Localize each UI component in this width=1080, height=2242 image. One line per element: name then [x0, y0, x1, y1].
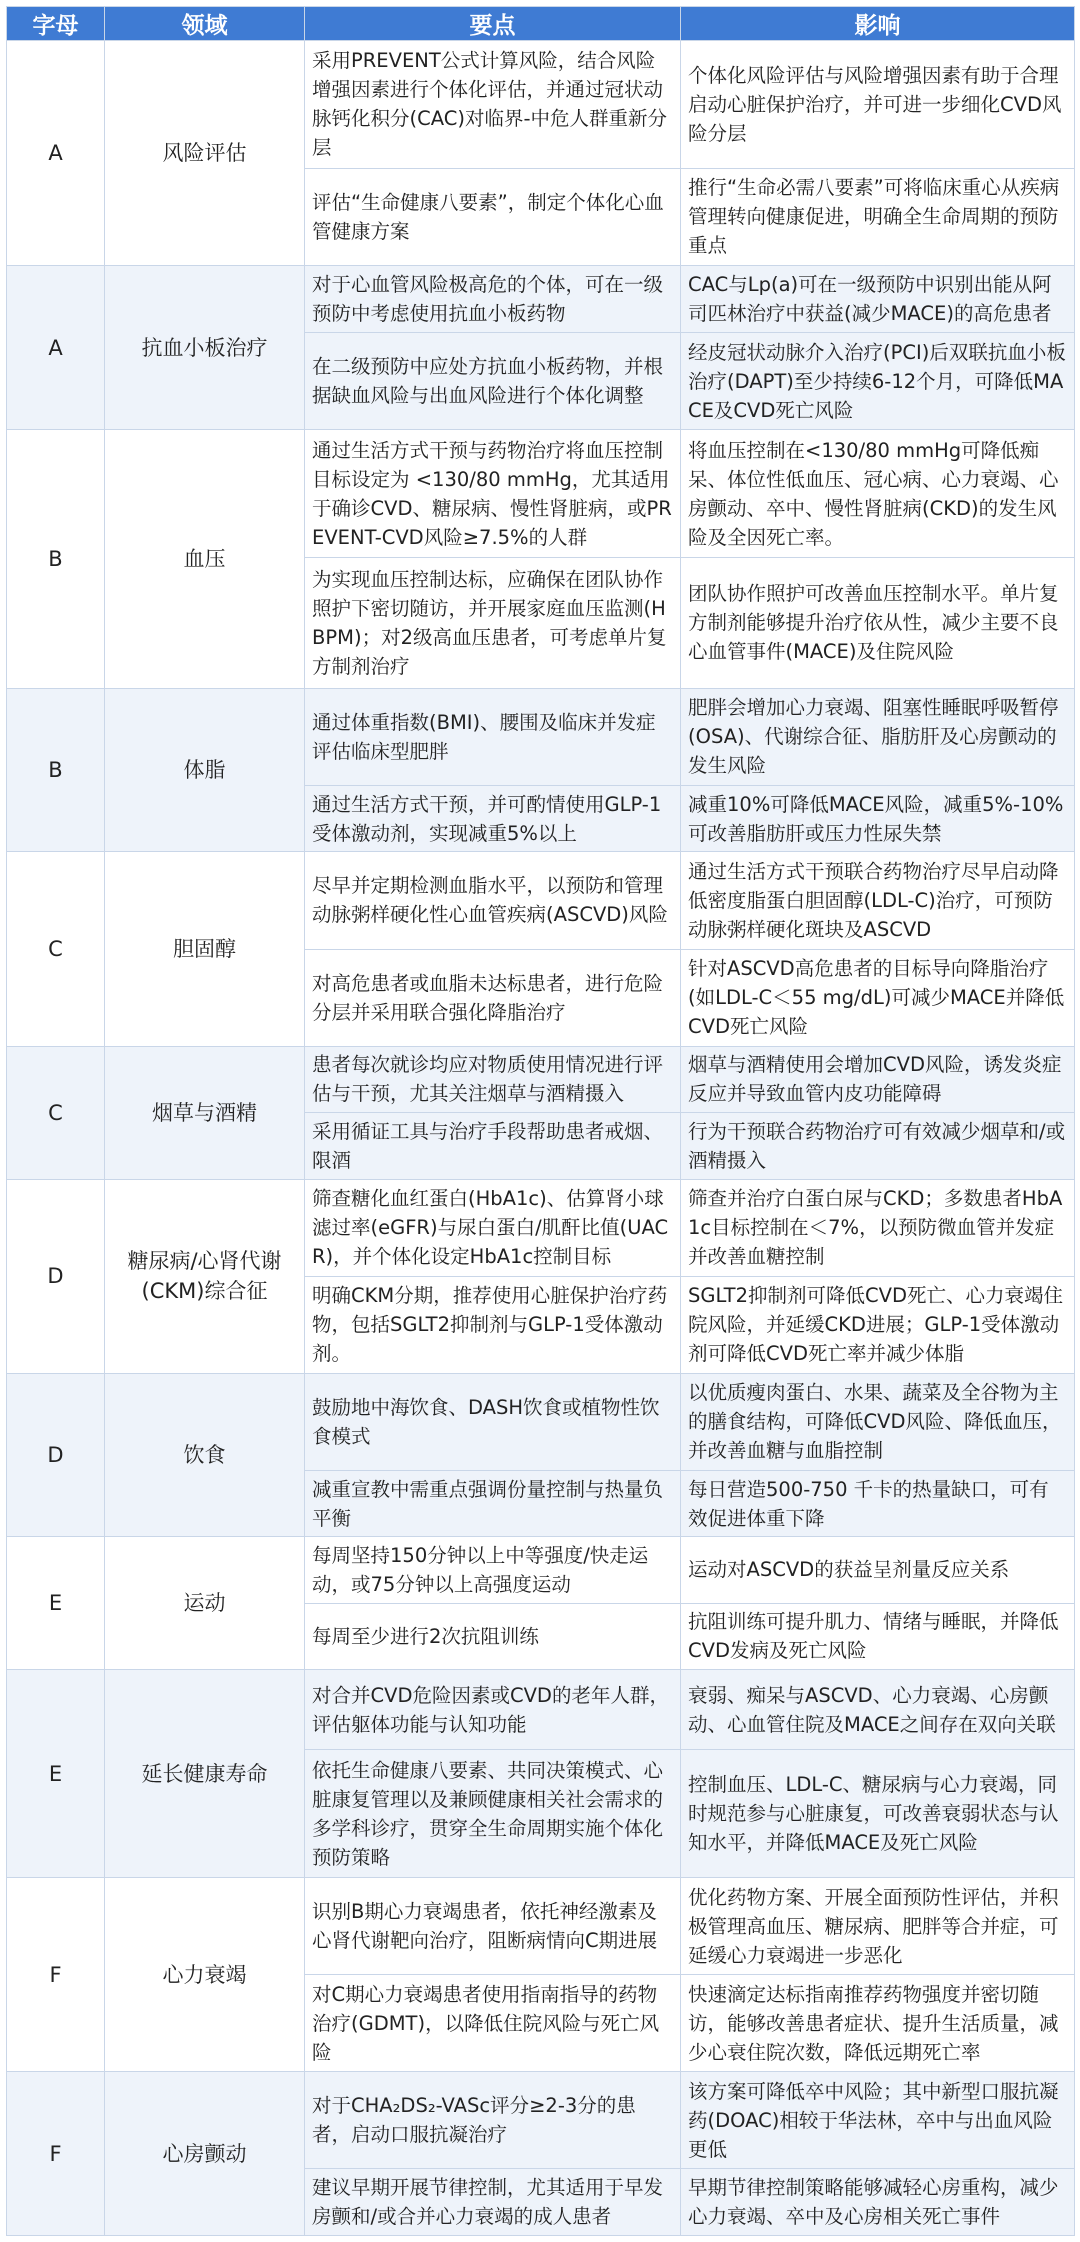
row-domain: 心力衰竭 — [105, 1878, 305, 2072]
table-row — [7, 688, 1075, 785]
key-point-cell: 鼓励地中海饮食、DASH饮食或植物性饮食模式 — [305, 1373, 681, 1470]
impact-cell: 衰弱、痴呆与ASCVD、心力衰竭、心房颤动、心血管住院及MACE之间存在双向关联 — [681, 1670, 1075, 1750]
row-domain: 糖尿病/心肾代谢(CKM)综合征 — [105, 1179, 305, 1373]
key-point-cell: 对C期心力衰竭患者使用指南指导的药物治疗(GDMT)，以降低住院风险与死亡风险 — [305, 1975, 681, 2072]
row-letter: E — [7, 1537, 105, 1670]
key-point-cell: 尽早并定期检测血脂水平，以预防和管理动脉粥样硬化性心血管疾病(ASCVD)风险 — [305, 852, 681, 949]
header-row — [7, 7, 1075, 41]
table-body — [7, 41, 1075, 2236]
impact-cell: 控制血压、LDL-C、糖尿病与心力衰竭，同时规范参与心脏康复，可改善衰弱状态与认知水平，并降低MACE及死亡风险 — [681, 1750, 1075, 1878]
key-point-cell: 采用循证工具与治疗手段帮助患者戒烟、限酒 — [305, 1113, 681, 1179]
key-point-cell: 通过生活方式干预与药物治疗将血压控制目标设定为 <130/80 mmHg，尤其适用于确诊CVD、糖尿病、慢性肾脏病，或PREVENT-CVD风险≥7.5%的人群 — [305, 430, 681, 558]
impact-cell: 针对ASCVD高危患者的目标导向降脂治疗(如LDL-C＜55 mg/dL)可减少MACE并降低CVD死亡风险 — [681, 949, 1075, 1046]
key-point-cell: 明确CKM分期，推荐使用心脏保护治疗药物，包括SGLT2抑制剂与GLP-1受体激动剂。 — [305, 1276, 681, 1373]
key-point-cell: 筛查糖化血红蛋白(HbA1c)、估算肾小球滤过率(eGFR)与尿白蛋白/肌酐比值(UACR)，并个体化设定HbA1c控制目标 — [305, 1179, 681, 1276]
row-letter: A — [7, 265, 105, 430]
row-letter: F — [7, 1878, 105, 2072]
row-domain: 烟草与酒精 — [105, 1046, 305, 1179]
guideline-table — [6, 6, 1075, 2236]
key-point-cell: 识别B期心力衰竭患者，依托神经激素及心肾代谢靶向治疗，阻断病情向C期进展 — [305, 1878, 681, 1975]
impact-cell: CAC与Lp(a)可在一级预防中识别出能从阿司匹林治疗中获益(减少MACE)的高危患者 — [681, 265, 1075, 333]
row-letter: C — [7, 1046, 105, 1179]
row-letter: B — [7, 688, 105, 852]
impact-cell: 个体化风险评估与风险增强因素有助于合理启动心脏保护治疗，并可进一步细化CVD风险分层 — [681, 41, 1075, 169]
key-point-cell: 对高危患者或血脂未达标患者，进行危险分层并采用联合强化降脂治疗 — [305, 949, 681, 1046]
key-point-cell: 通过体重指数(BMI)、腰围及临床并发症评估临床型肥胖 — [305, 688, 681, 785]
key-point-cell: 对于心血管风险极高危的个体，可在一级预防中考虑使用抗血小板药物 — [305, 265, 681, 333]
impact-cell: 推行“生命必需八要素”可将临床重心从疾病管理转向健康促进，明确全生命周期的预防重点 — [681, 168, 1075, 265]
key-point-cell: 在二级预防中应处方抗血小板药物，并根据缺血风险与出血风险进行个体化调整 — [305, 333, 681, 430]
row-domain: 血压 — [105, 430, 305, 689]
row-letter: E — [7, 1670, 105, 1878]
table-row — [7, 1537, 1075, 1603]
key-point-cell: 评估“生命健康八要素”，制定个体化心血管健康方案 — [305, 168, 681, 265]
key-point-cell: 采用PREVENT公式计算风险，结合风险增强因素进行个体化评估，并通过冠状动脉钙化积分(CAC)对临界-中危人群重新分层 — [305, 41, 681, 169]
key-point-cell: 每周至少进行2次抗阻训练 — [305, 1603, 681, 1669]
row-domain: 延长健康寿命 — [105, 1670, 305, 1878]
key-point-cell: 为实现血压控制达标，应确保在团队协作照护下密切随访，并开展家庭血压监测(HBPM)；对2级高血压患者，可考虑单片复方制剂治疗 — [305, 558, 681, 689]
impact-cell: 运动对ASCVD的获益呈剂量反应关系 — [681, 1537, 1075, 1603]
key-point-cell: 对于CHA₂DS₂-VASc评分≥2-3分的患者，启动口服抗凝治疗 — [305, 2072, 681, 2169]
row-domain: 胆固醇 — [105, 852, 305, 1046]
impact-cell: 抗阻训练可提升肌力、情绪与睡眠，并降低CVD发病及死亡风险 — [681, 1603, 1075, 1669]
header-letter: 字母 — [7, 7, 105, 41]
row-letter: D — [7, 1179, 105, 1373]
impact-cell: 优化药物方案、开展全面预防性评估，并积极管理高血压、糖尿病、肥胖等合并症，可延缓心力衰竭进一步恶化 — [681, 1878, 1075, 1975]
impact-cell: 该方案可降低卒中风险；其中新型口服抗凝药(DOAC)相较于华法林，卒中与出血风险更低 — [681, 2072, 1075, 2169]
impact-cell: 将血压控制在<130/80 mmHg可降低痴呆、体位性低血压、冠心病、心力衰竭、心房颤动、卒中、慢性肾脏病(CKD)的发生风险及全因死亡率。 — [681, 430, 1075, 558]
table-row — [7, 2072, 1075, 2169]
impact-cell: 肥胖会增加心力衰竭、阻塞性睡眠呼吸暂停(OSA)、代谢综合征、脂肪肝及心房颤动的发生风险 — [681, 688, 1075, 785]
impact-cell: 减重10%可降低MACE风险，减重5%-10%可改善脂肪肝或压力性尿失禁 — [681, 785, 1075, 851]
key-point-cell: 减重宣教中需重点强调份量控制与热量负平衡 — [305, 1470, 681, 1536]
row-domain: 体脂 — [105, 688, 305, 852]
impact-cell: 烟草与酒精使用会增加CVD风险，诱发炎症反应并导致血管内皮功能障碍 — [681, 1046, 1075, 1112]
row-letter: F — [7, 2072, 105, 2236]
table-row — [7, 430, 1075, 558]
key-point-cell: 通过生活方式干预，并可酌情使用GLP-1受体激动剂，实现减重5%以上 — [305, 785, 681, 851]
key-point-cell: 依托生命健康八要素、共同决策模式、心脏康复管理以及兼顾健康相关社会需求的多学科诊疗，贯穿全生命周期实施个体化预防策略 — [305, 1750, 681, 1878]
impact-cell: 行为干预联合药物治疗可有效减少烟草和/或酒精摄入 — [681, 1113, 1075, 1179]
row-domain: 风险评估 — [105, 41, 305, 266]
impact-cell: 筛查并治疗白蛋白尿与CKD；多数患者HbA1c目标控制在＜7%，以预防微血管并发症并改善血糖控制 — [681, 1179, 1075, 1276]
row-domain: 饮食 — [105, 1373, 305, 1537]
row-letter: A — [7, 41, 105, 266]
row-domain: 抗血小板治疗 — [105, 265, 305, 430]
table-row — [7, 1373, 1075, 1470]
key-point-cell: 每周坚持150分钟以上中等强度/快走运动，或75分钟以上高强度运动 — [305, 1537, 681, 1603]
key-point-cell: 建议早期开展节律控制，尤其适用于早发房颤和/或合并心力衰竭的成人患者 — [305, 2169, 681, 2236]
row-letter: D — [7, 1373, 105, 1537]
impact-cell: 每日营造500-750 千卡的热量缺口，可有效促进体重下降 — [681, 1470, 1075, 1536]
row-domain: 运动 — [105, 1537, 305, 1670]
table-row — [7, 1179, 1075, 1276]
row-domain: 心房颤动 — [105, 2072, 305, 2236]
impact-cell: 快速滴定达标指南推荐药物强度并密切随访，能够改善患者症状、提升生活质量，减少心衰住院次数，降低远期死亡率 — [681, 1975, 1075, 2072]
impact-cell: 经皮冠状动脉介入治疗(PCI)后双联抗血小板治疗(DAPT)至少持续6-12个月，可降低MACE及CVD死亡风险 — [681, 333, 1075, 430]
table-row — [7, 852, 1075, 949]
table-row — [7, 1670, 1075, 1750]
row-letter: C — [7, 852, 105, 1046]
table-row — [7, 1046, 1075, 1112]
impact-cell: 团队协作照护可改善血压控制水平。单片复方制剂能够提升治疗依从性，减少主要不良心血管事件(MACE)及住院风险 — [681, 558, 1075, 689]
impact-cell: SGLT2抑制剂可降低CVD死亡、心力衰竭住院风险，并延缓CKD进展；GLP-1受体激动剂可降低CVD死亡率并减少体脂 — [681, 1276, 1075, 1373]
row-letter: B — [7, 430, 105, 689]
table-row — [7, 265, 1075, 333]
impact-cell: 以优质瘦肉蛋白、水果、蔬菜及全谷物为主的膳食结构，可降低CVD风险、降低血压，并改善血糖与血脂控制 — [681, 1373, 1075, 1470]
header-point: 要点 — [305, 7, 681, 41]
impact-cell: 早期节律控制策略能够减轻心房重构，减少心力衰竭、卒中及心房相关死亡事件 — [681, 2169, 1075, 2236]
table-row — [7, 1878, 1075, 1975]
header-impact: 影响 — [681, 7, 1075, 41]
key-point-cell: 患者每次就诊均应对物质使用情况进行评估与干预，尤其关注烟草与酒精摄入 — [305, 1046, 681, 1112]
header-domain: 领域 — [105, 7, 305, 41]
table-row — [7, 41, 1075, 169]
key-point-cell: 对合并CVD危险因素或CVD的老年人群，评估躯体功能与认知功能 — [305, 1670, 681, 1750]
impact-cell: 通过生活方式干预联合药物治疗尽早启动降低密度脂蛋白胆固醇(LDL-C)治疗，可预防动脉粥样硬化斑块及ASCVD — [681, 852, 1075, 949]
